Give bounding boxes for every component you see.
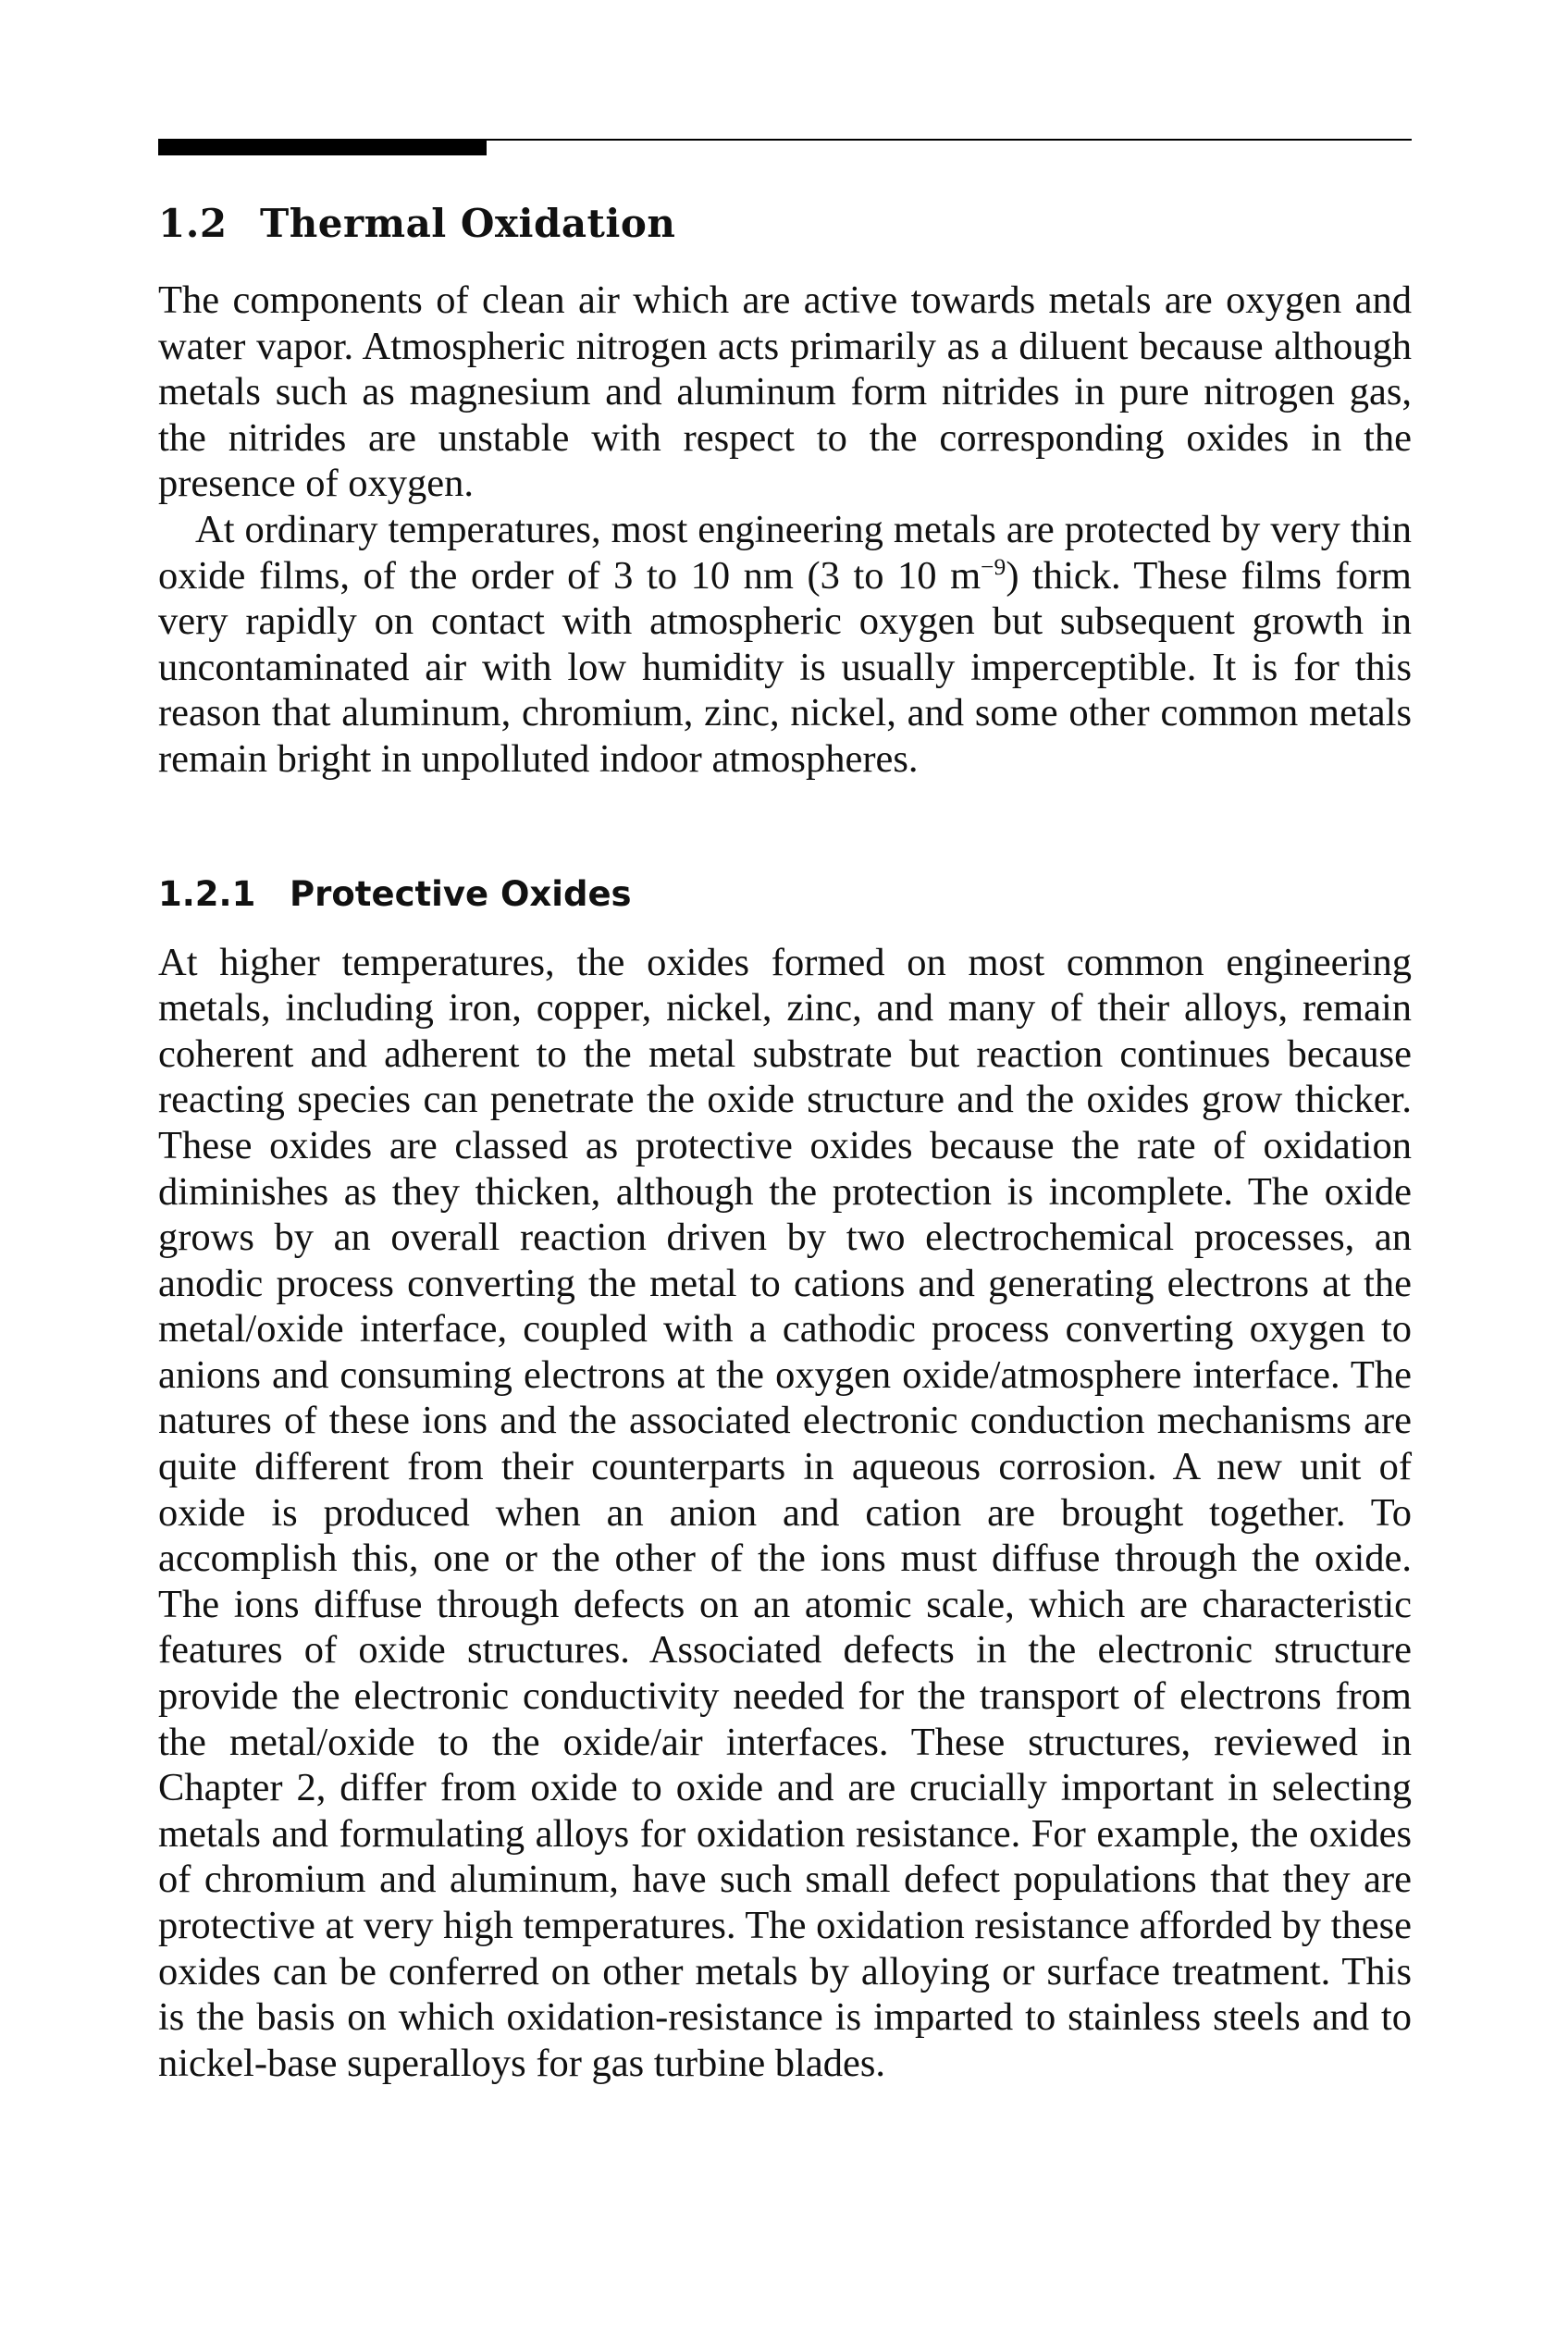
paragraph-clean-air: The components of clean air which are active towards metals are oxygen and water vapor. Atmospheric nitrogen acts primarily as a diluent because although metals such as magnesium and aluminum form nitrides in pure nitrogen gas, the nitrides are unstable with respect to the corresponding oxides in the presence of oxygen. xyxy=(158,278,1412,506)
header-rule-thick xyxy=(158,139,487,155)
paragraph-higher-temperatures: At higher temperatures, the oxides formed on most common engineering metals, including iron, copper, nickel, zinc, and many of their alloys, remain coherent and adherent to the metal substrate but reaction continues because reacting species can penetrate the oxide structure and the oxides grow thicker. These oxides are classed as protective oxides because the rate of oxidation diminishes as they thicken, although the protection is incomplete. The oxide grows by an overall reaction driven by two electrochemical processes, an anodic process converting the metal to cations and generating electrons at the metal/oxide interface, coupled with a cathodic process converting oxygen to anions and consuming electrons at the oxygen oxide/atmosphere interface. The natures of these ions and the associated electronic conduction mechanisms are quite different from their counterparts in aqueous corrosion. A new unit of oxide is produced when an anion and cation are brought together. To accomplish this, one or the other of the ions must diffuse through the oxide. The ions diffuse through defects on an atomic scale, which are characteristic features of oxide structures. Associated defects in the electronic structure provide the electronic conductivity needed for the transport of electrons from the metal/oxide to the oxide/air interfaces. These structures, reviewed in Chapter 2, differ from oxide to oxide and are crucially important in selecting metals and formulating alloys for oxidation resistance. For example, the oxides of chromium and aluminum, have such small defect populations that they are protective at very high temperatures. The oxidation resistance afforded by these oxides can be conferred on other metals by alloying or surface treatment. This is the basis on which oxidation-resistance is imparted to stainless steels and to nickel-base superalloys for gas turbine blades. xyxy=(158,940,1412,2085)
exponent: −9 xyxy=(981,552,1006,580)
section-heading xyxy=(158,200,1412,248)
subsection-heading xyxy=(158,871,1412,918)
page xyxy=(158,139,1412,2086)
header-rule-thin xyxy=(487,139,1412,141)
section-number: 1.2 xyxy=(158,201,228,246)
paragraph-ordinary-temperatures-part2: ) thick. These films form very rapidly on contact with atmospheric oxygen but subsequent growth in uncontaminated air with low humidity is usually imperceptible. It is for this reason that aluminum, chromium, zinc, nickel, and some other common metals remain bright in unpolluted indoor atmospheres. xyxy=(158,553,1412,781)
paragraph-ordinary-temperatures-part1: At ordinary temperatures, most engineering metals are protected by very thin oxide films, of the order of 3 to 10 nm (3 to 10 m xyxy=(158,507,1412,598)
header-rule xyxy=(158,139,1412,155)
section-title: Thermal Oxidation xyxy=(260,201,676,246)
subsection-number: 1.2.1 xyxy=(158,873,256,914)
subsection-title: Protective Oxides xyxy=(290,873,632,914)
paragraph-ordinary-temperatures xyxy=(158,507,1412,783)
